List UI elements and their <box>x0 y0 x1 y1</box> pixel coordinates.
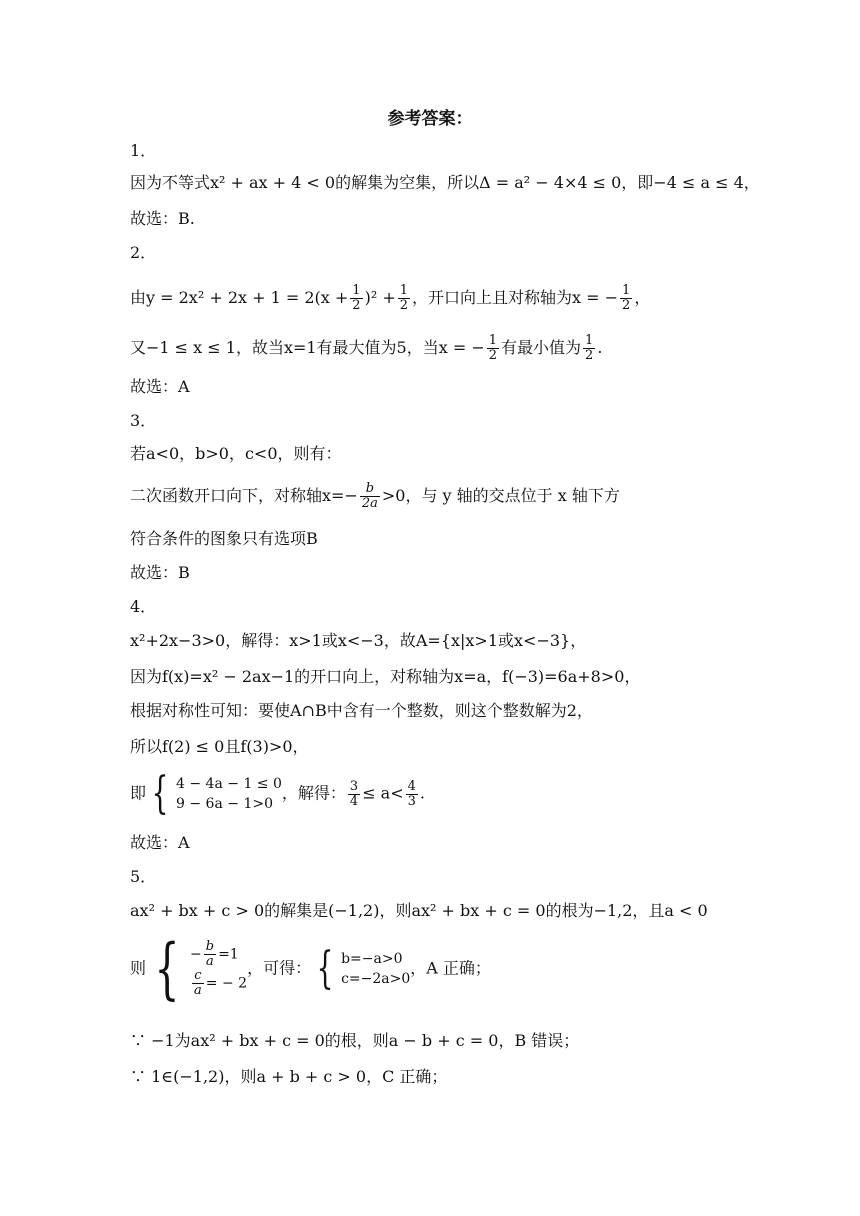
q4-line3: 根据对称性可知：要使A∩B中含有一个整数，则这个整数解为2， <box>130 701 593 720</box>
q5-line2-a: 则 <box>130 958 147 978</box>
frac-den: 2 <box>352 298 361 313</box>
q5-line2-c: ，A 正确； <box>410 958 491 978</box>
frac-den: 2 <box>622 298 631 313</box>
q4-frac-1 <box>348 780 360 809</box>
q2-line1-d: ， <box>634 288 651 307</box>
row-suffix: =1 <box>218 946 239 963</box>
frac-num: c <box>192 969 204 984</box>
minus-sign: − <box>190 946 202 963</box>
frac-num: 1 <box>399 283 409 298</box>
frac-num: 1 <box>622 283 631 298</box>
frac-num: 1 <box>585 333 594 348</box>
q4-line5 <box>130 768 425 819</box>
q1-line1: 因为不等式x² + ax + 4 < 0的解集为空集，所以Δ = a² − 4×4 ≤ 0，即−4 ≤ a ≤ 4， <box>130 173 760 192</box>
row-suffix: = − 2 <box>205 975 248 992</box>
q2-line1-a: 由y = 2x² + 2x + 1 = 2(x + <box>130 288 349 307</box>
q3-frac <box>360 482 380 511</box>
frac-num: b <box>205 939 215 954</box>
q3-line2-a: 二次函数开口向下，对称轴x=− <box>130 486 358 505</box>
q2-frac-5 <box>583 334 595 363</box>
q5-line4: ∵ 1∈(−1,2)，则a + b + c > 0，C 正确； <box>130 1067 448 1086</box>
q2-line2-a: 又−1 ≤ x ≤ 1，故当x=1有最大值为5，当x = − <box>130 338 485 357</box>
brace-icon: { <box>151 768 169 819</box>
q4-system-row-2: 9 − 6a − 1>0 <box>176 796 273 812</box>
q5-line3: ∵ −1为ax² + bx + c = 0的根，则a − b + c = 0，B 错误； <box>130 1031 580 1050</box>
frac-den: 2 <box>585 348 594 363</box>
q5-frac-ba <box>204 940 216 969</box>
q2-line1-b: )² + <box>364 288 396 307</box>
q5-frac-ca <box>192 969 204 998</box>
q1-answer: 故选：B. <box>130 209 195 228</box>
frac-den: 2a <box>361 496 378 511</box>
q4-line5-b: ，解得： <box>281 783 346 803</box>
q2-line1-c: ，开口向上且对称轴为x = − <box>412 288 619 307</box>
brace-icon: { <box>154 930 180 1007</box>
q5-system-1-row-2 <box>190 969 247 998</box>
q2-line2-c: . <box>597 338 603 357</box>
q3-line2 <box>130 482 620 511</box>
q2-frac-3 <box>620 284 632 313</box>
frac-den: a <box>194 983 202 998</box>
q5-line2 <box>130 930 491 1007</box>
frac-num: 3 <box>349 778 359 794</box>
q5-system-1-rows <box>190 940 247 998</box>
q4-system-row-1: 4 − 4a − 1 ≤ 0 <box>176 776 282 792</box>
q3-line1: 若a<0，b>0，c<0，则有： <box>130 444 342 463</box>
brace-icon: { <box>316 943 334 994</box>
q2-frac-1 <box>350 284 362 313</box>
q5-line2-b: ，可得： <box>247 958 312 978</box>
q5-system-2-row-1: b=−a>0 <box>341 951 403 967</box>
q5-system-2 <box>311 943 411 994</box>
q4-line4: 所以f(2) ≤ 0且f(3)>0， <box>130 737 309 756</box>
q3-number: 3． <box>130 411 157 430</box>
q4-line2: 因为f(x)=x² − 2ax−1的开口向上，对称轴为x=a，f(−3)=6a+8>0， <box>130 667 641 686</box>
q4-system <box>146 768 282 819</box>
frac-num: 1 <box>352 283 361 298</box>
q4-line5-d: . <box>419 783 425 803</box>
q4-line5-a: 即 <box>130 783 147 803</box>
q3-answer: 故选：B <box>130 563 190 582</box>
frac-den: a <box>206 954 214 969</box>
q3-line3: 符合条件的图象只有选项B <box>130 529 318 548</box>
frac-num: 1 <box>488 333 498 348</box>
q2-frac-4 <box>487 334 499 363</box>
frac-den: 2 <box>488 348 498 363</box>
q3-line2-b: >0，与 y 轴的交点位于 x 轴下方 <box>381 486 620 505</box>
q5-line1: ax² + bx + c > 0的解集是(−1,2)，则ax² + bx + c = 0的根为−1,2，且a < 0 <box>130 901 708 920</box>
q5-number: 5． <box>130 867 157 886</box>
q2-number: 2． <box>130 243 157 262</box>
frac-den: 3 <box>407 793 416 809</box>
q4-number: 4． <box>130 597 157 616</box>
q2-line1 <box>130 284 650 313</box>
q4-line1: x²+2x−3>0，解得：x>1或x<−3，故A={x|x>1或x<−3}， <box>130 631 587 650</box>
q2-frac-2 <box>398 284 410 313</box>
page-title: 参考答案： <box>387 109 473 129</box>
q5-system-2-row-2: c=−2a>0 <box>341 971 411 987</box>
frac-den: 2 <box>399 298 409 313</box>
q2-line2 <box>130 334 602 363</box>
q4-answer: 故选：A <box>130 833 190 852</box>
q4-frac-2 <box>406 780 418 809</box>
q2-line2-b: 有最小值为 <box>501 338 582 357</box>
frac-den: 4 <box>349 793 359 809</box>
frac-num: 4 <box>407 778 416 794</box>
q5-system-1-row-1 <box>190 940 247 969</box>
frac-num: b <box>360 482 380 497</box>
q4-system-rows <box>176 774 282 814</box>
q5-system-1 <box>146 930 248 1007</box>
q2-answer: 故选：A <box>130 377 190 396</box>
q5-system-2-rows <box>341 949 410 989</box>
q4-line5-c: ≤ a< <box>362 783 404 803</box>
q1-number: 1． <box>130 141 157 160</box>
